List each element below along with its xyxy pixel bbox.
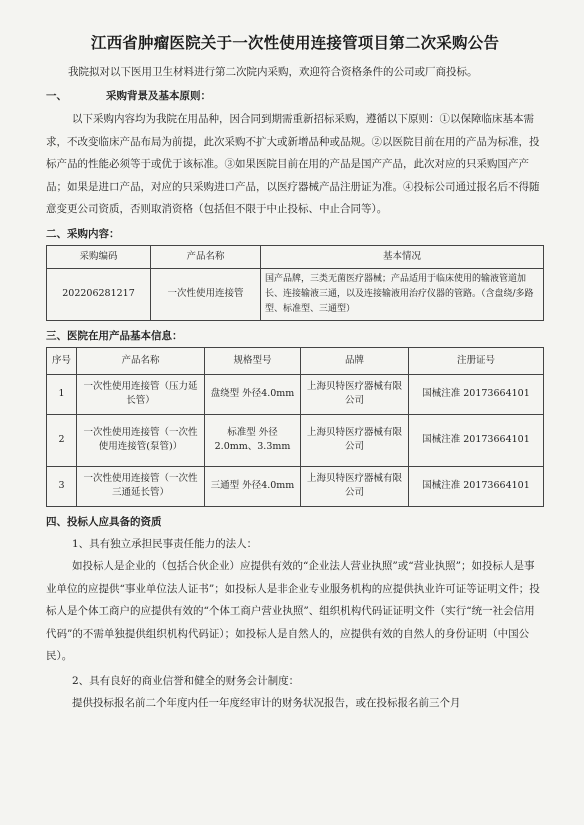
column-header: 注册证号 <box>409 347 544 374</box>
spec-model: 三通型 外径4.0mm <box>205 466 301 506</box>
qualification-item-2-title: 2、具有良好的商业信誉和健全的财务会计制度： <box>72 674 300 687</box>
column-header: 规格型号 <box>205 347 301 374</box>
registration-number: 国械注准 20173664101 <box>409 414 544 466</box>
brand: 上海贝特医疗器械有限公司 <box>301 414 409 466</box>
column-header: 序号 <box>47 347 77 374</box>
column-header: 产品名称 <box>77 347 205 374</box>
qualification-item-1-title: 1、具有独立承担民事责任能力的法人： <box>72 537 258 550</box>
product-name: 一次性使用连接管（压力延长管） <box>77 374 205 414</box>
registration-number: 国械注准 20173664101 <box>409 466 544 506</box>
table-row <box>47 466 544 506</box>
registration-number: 国械注准 20173664101 <box>409 374 544 414</box>
section2-heading: 二、采购内容： <box>46 227 120 240</box>
qualification-item-2-body: 提供投标报名前二个年度内任一年度经审计的财务状况报告，或在投标报名前三个月 <box>72 697 461 709</box>
brand: 上海贝特医疗器械有限公司 <box>301 466 409 506</box>
page-title: 江西省肿瘤医院关于一次性使用连接管项目第二次采购公告 <box>90 34 500 52</box>
product-info-table-header <box>47 347 544 374</box>
column-header: 产品名称 <box>151 245 261 268</box>
table-row <box>47 374 544 414</box>
basic-description: 国产品牌，三类无菌医疗器械；产品适用于临床使用的输液管道加长、连接输液三通，以及连接输液用治疗仪器的管路。（含盘绕/多路型、标准型、三通型） <box>261 268 544 320</box>
procurement-table-header <box>47 245 544 268</box>
product-info-table <box>46 347 544 507</box>
brand: 上海贝特医疗器械有限公司 <box>301 374 409 414</box>
row-number: 1 <box>47 374 77 414</box>
column-header: 基本情况 <box>261 245 544 268</box>
row-number: 3 <box>47 466 77 506</box>
section1-number: 一、 <box>46 90 67 102</box>
table-row <box>47 414 544 466</box>
spec-model: 盘绕型 外径4.0mm <box>205 374 301 414</box>
section4-heading: 四、投标人应具备的资质 <box>46 515 162 528</box>
column-header: 采购编码 <box>47 245 151 268</box>
intro-paragraph: 我院拟对以下医用卫生材料进行第二次院内采购，欢迎符合资格条件的公司或厂商投标。 <box>68 66 478 78</box>
product-name: 一次性使用连接管（一次性使用连接管(泵管)） <box>77 414 205 466</box>
section1-heading <box>46 86 544 106</box>
table-row <box>47 268 544 320</box>
product-name: 一次性使用连接管 <box>151 268 261 320</box>
column-header: 品牌 <box>301 347 409 374</box>
section3-heading: 三、医院在用产品基本信息： <box>46 329 183 342</box>
section1-title: 采购背景及基本原则： <box>106 90 211 102</box>
qualification-item-1-body: 如投标人是企业的（包括合伙企业）应提供有效的“企业法人营业执照”或“营业执照”；如投标人是事业单位的应提供“事业单位法人证书”；如投标人是非企业专业服务机构的应提供执业许可证等证明文件；投标人是个体工商户的应提供有效的“个体工商户营业执照”、组织机构代码证证明文件（实行“统一社会信用代码”的不需单独提供组织机构代码证）；如投标人是自然人的，应提供有效的自然人的身份证明（中国公民）。 <box>46 560 540 662</box>
section1-body: 以下采购内容均为我院在用品种，因合同到期需重新招标采购，遵循以下原则：①以保障临床基本需求，不改变临床产品布局为前提，此次采购不扩大或新增品种或品规。②以医院目前在用的产品为标准，投标产品的性能必须等于或优于该标准。③如果医院目前在用的产品是国产产品，此次对应的只采购国产产品；如果是进口产品，对应的只采购进口产品，以医疗器械产品注册证为准。④投标公司通过报名后不得随意变更公司资质，否则取消资格（包括但不限于中止投标、中止合同等）。 <box>46 113 540 215</box>
product-name: 一次性使用连接管（一次性三通延长管） <box>77 466 205 506</box>
procurement-code: 202206281217 <box>47 268 151 320</box>
procurement-table <box>46 245 544 321</box>
row-number: 2 <box>47 414 77 466</box>
spec-model: 标准型 外径2.0mm、3.3mm <box>205 414 301 466</box>
